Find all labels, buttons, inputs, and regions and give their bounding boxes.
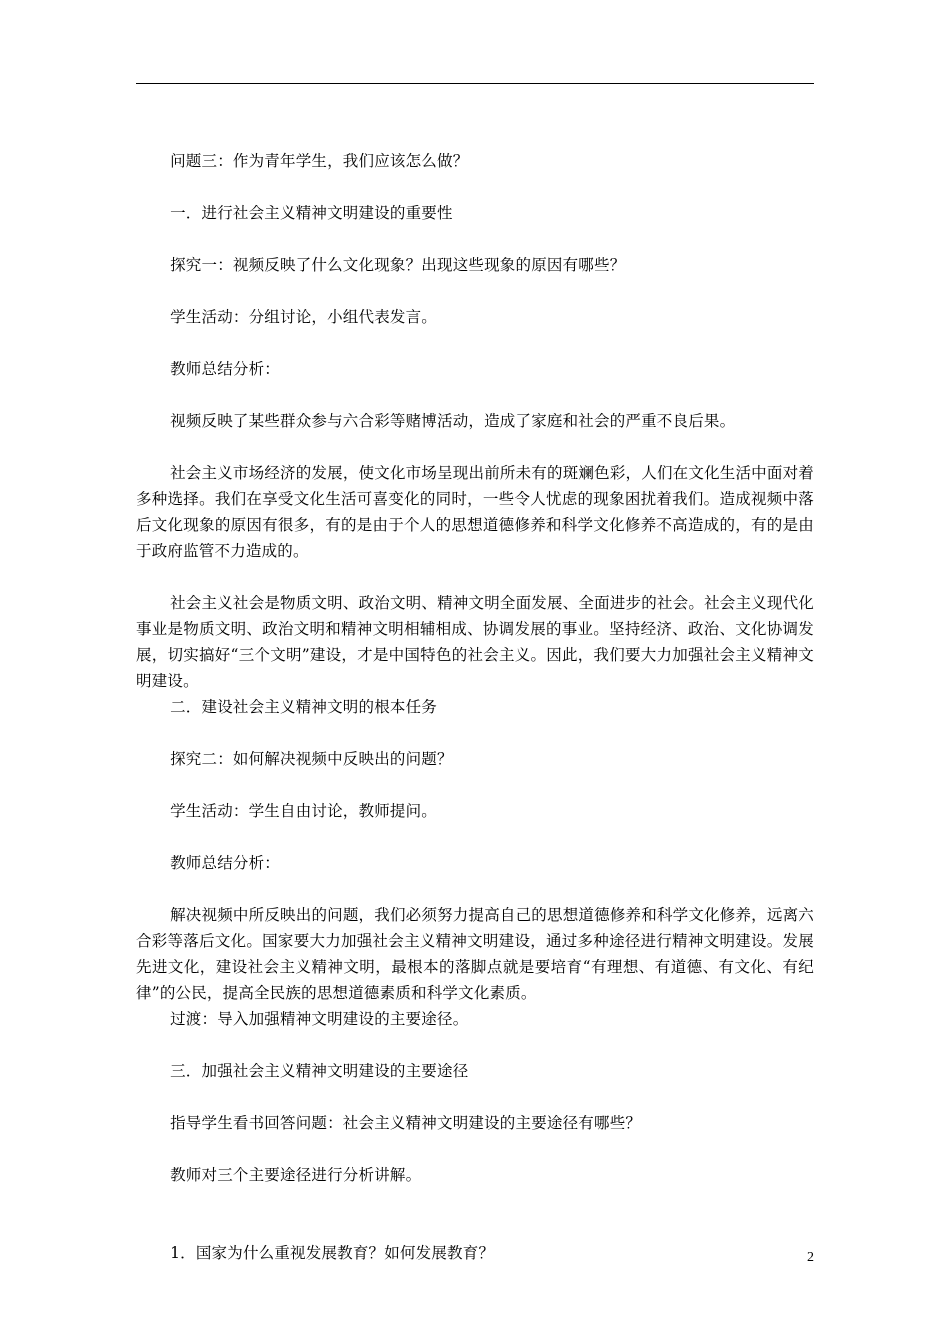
paragraph-guidance-question: 指导学生看书回答问题：社会主义精神文明建设的主要途径有哪些？: [170, 1114, 642, 1132]
section-heading-one: 一．进行社会主义精神文明建设的重要性: [170, 204, 453, 222]
paragraph-teacher-summary-one: 教师总结分析：: [170, 360, 280, 378]
header-rule: [136, 83, 814, 84]
paragraph-socialist-society: 社会主义社会是物质文明、政治文明、精神文明全面发展、全面进步的社会。社会主义现代化事业是物质文明、政治文明和精神文明相辅相成、协调发展的事业。坚持经济、政治、文化协调发展，切实搞好“三个文明”建设，才是中国特色的社会主义。因此，我们要大力加强社会主义精神文明建设。: [136, 594, 814, 690]
paragraph-market-economy: 社会主义市场经济的发展，使文化市场呈现出前所未有的斑斓色彩，人们在文化生活中面对着多种选择。我们在享受文化生活可喜变化的同时，一些令人忧虑的现象困扰着我们。造成视频中落后文化现象的原因有很多，有的是由于个人的思想道德修养和科学文化修养不高造成的，有的是由于政府监管不力造成的。: [136, 464, 814, 560]
paragraph-student-activity-two: 学生活动：学生自由讨论，教师提问。: [170, 802, 437, 820]
paragraph-student-activity-one: 学生活动：分组讨论，小组代表发言。: [170, 308, 437, 326]
paragraph-question-three: 问题三：作为青年学生，我们应该怎么做？: [170, 152, 469, 170]
paragraph-teacher-analysis: 教师对三个主要途径进行分析讲解。: [170, 1166, 422, 1184]
paragraph-inquiry-two: 探究二：如何解决视频中反映出的问题？: [170, 750, 453, 768]
section-heading-two: 二．建设社会主义精神文明的根本任务: [170, 698, 437, 716]
page-content: [136, 148, 814, 1266]
page-number: 2: [807, 1250, 814, 1265]
paragraph-item-one-education: 1．国家为什么重视发展教育？如何发展教育？: [170, 1244, 495, 1262]
section-heading-three: 三．加强社会主义精神文明建设的主要途径: [170, 1062, 469, 1080]
paragraph-inquiry-one: 探究一：视频反映了什么文化现象？出现这些现象的原因有哪些？: [170, 256, 626, 274]
paragraph-video-reflection: 视频反映了某些群众参与六合彩等赌博活动，造成了家庭和社会的严重不良后果。: [170, 412, 736, 430]
paragraph-solution: 解决视频中所反映出的问题，我们必须努力提高自己的思想道德修养和科学文化修养，远离六合彩等落后文化。国家要大力加强社会主义精神文明建设，通过多种途径进行精神文明建设。发展先进文化，建设社会主义精神文明，最根本的落脚点就是要培育“有理想、有道德、有文化、有纪律”的公民，提高全民族的思想道德素质和科学文化素质。: [136, 906, 814, 1002]
paragraph-transition: 过渡：导入加强精神文明建设的主要途径。: [170, 1010, 469, 1028]
paragraph-teacher-summary-two: 教师总结分析：: [170, 854, 280, 872]
